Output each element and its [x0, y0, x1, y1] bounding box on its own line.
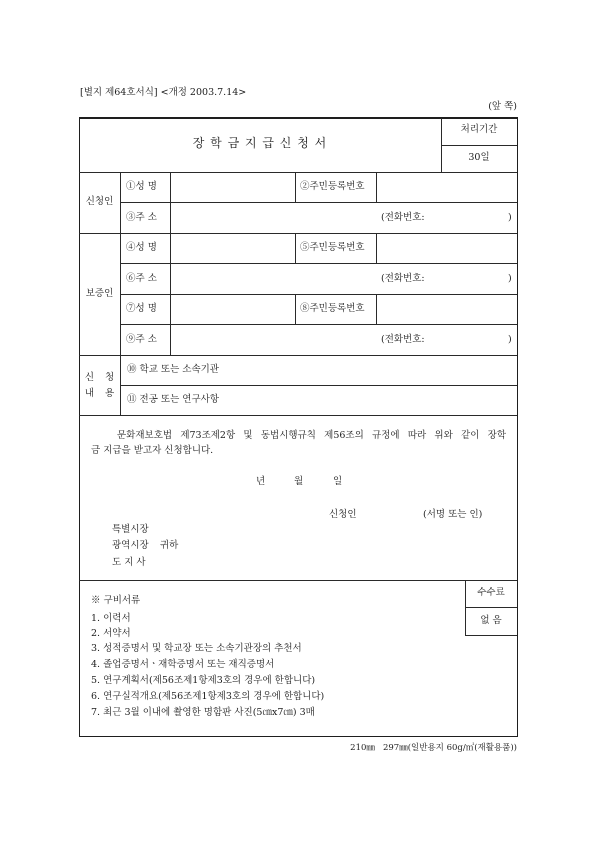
applicant-rrn-label: ②주민등록번호 — [300, 181, 365, 192]
processing-period-label: 처리기간 — [460, 124, 498, 135]
addressee-special-city: 특별시장 — [112, 524, 149, 535]
divider — [79, 415, 517, 416]
guarantor-2-phone-label: (전화번호: — [381, 334, 425, 345]
divider — [120, 385, 517, 386]
divider — [120, 172, 121, 415]
applicant-address-field — [171, 203, 516, 232]
list-item: 4. 졸업증명서ㆍ재학증명서 또는 재직증명서 — [91, 659, 275, 670]
applicant-address-label: ③주 소 — [126, 212, 157, 223]
request-group-label-line2: 내 용 — [84, 388, 115, 399]
fee-value: 없 음 — [480, 615, 502, 626]
honorific: 귀하 — [160, 540, 179, 551]
divider — [441, 145, 517, 146]
addressee-governor: 도 지 사 — [112, 557, 146, 568]
guarantor-1-address-field — [171, 264, 516, 293]
signature-note: (서명 또는 인) — [423, 509, 483, 520]
guarantor-2-address-label: ⑨주 소 — [126, 334, 157, 345]
form-title: 장 학 금 지 급 신 청 서 — [192, 136, 328, 150]
divider — [79, 355, 517, 356]
list-item: 7. 최근 3월 이내에 촬영한 명함판 사진(5㎝x7㎝) 3매 — [91, 707, 315, 718]
statement-line2: 금 지급을 받고자 신청합니다. — [91, 445, 214, 456]
date-year-label: 년 — [256, 476, 266, 487]
divider — [465, 607, 517, 608]
guarantor-2-phone-close: ) — [508, 334, 512, 345]
paper-spec-footer: 210㎜ 297㎜(일반용지 60g/㎡(재활용품)) — [350, 743, 517, 753]
form-number: [별지 제64호서식] <개정 2003.7.14> — [80, 87, 247, 98]
applicant-name-field — [171, 173, 294, 201]
date-month-label: 월 — [294, 476, 304, 487]
guarantor-2-name-field — [171, 295, 294, 323]
guarantor-1-name-label: ④성 명 — [126, 242, 157, 253]
list-item: 5. 연구계획서(제56조제1항제3호의 경우에 한합니다) — [91, 675, 316, 686]
guarantor-1-address-label: ⑥주 소 — [126, 273, 157, 284]
guarantor-1-rrn-label: ⑤주민등록번호 — [300, 242, 365, 253]
guarantor-2-name-label: ⑦성 명 — [126, 303, 157, 314]
fee-label: 수수료 — [477, 587, 505, 598]
school-label: ⑩ 학교 또는 소속기관 — [127, 364, 219, 375]
required-documents-heading: ※ 구비서류 — [91, 595, 141, 606]
list-item: 1. 이력서 — [91, 613, 131, 624]
applicant-name-label: ①성 명 — [126, 181, 157, 192]
guarantor-2-rrn-field — [377, 295, 516, 323]
list-item: 3. 성적증명서 및 학교장 또는 소속기관장의 추천서 — [91, 643, 302, 654]
divider — [79, 580, 517, 581]
signer-label: 신청인 — [329, 509, 357, 520]
guarantor-1-phone-close: ) — [508, 273, 512, 284]
applicant-phone-label: (전화번호: — [381, 212, 425, 223]
request-group-label-line1: 신 청 — [84, 372, 115, 383]
date-day-label: 일 — [333, 476, 343, 487]
applicant-phone-close: ) — [508, 212, 512, 223]
guarantor-1-rrn-field — [377, 234, 516, 262]
guarantor-1-name-field — [171, 234, 294, 262]
processing-period-value: 30일 — [468, 152, 490, 163]
divider — [295, 233, 296, 263]
addressee-metropolitan-city: 광역시장 — [112, 540, 149, 551]
divider — [295, 172, 296, 202]
guarantor-1-phone-label: (전화번호: — [381, 273, 425, 284]
applicant-rrn-field — [377, 173, 516, 201]
divider — [465, 635, 517, 636]
page-side-label: (앞 쪽) — [488, 101, 517, 112]
list-item: 2. 서약서 — [91, 628, 131, 639]
major-label: ⑪ 전공 또는 연구사항 — [127, 394, 219, 405]
statement-line1: 문화재보호법 제73조제2항 및 동법시행규칙 제56조의 규정에 따라 위와 같이 장학 — [117, 430, 506, 441]
guarantor-2-rrn-label: ⑧주민등록번호 — [300, 303, 365, 314]
guarantor-group-label: 보증인 — [85, 288, 114, 299]
guarantor-2-address-field — [171, 325, 516, 354]
list-item: 6. 연구실적개요(제56조제1항제3호의 경우에 한합니다) — [91, 691, 325, 702]
applicant-group-label: 신청인 — [85, 196, 114, 207]
divider — [295, 294, 296, 324]
